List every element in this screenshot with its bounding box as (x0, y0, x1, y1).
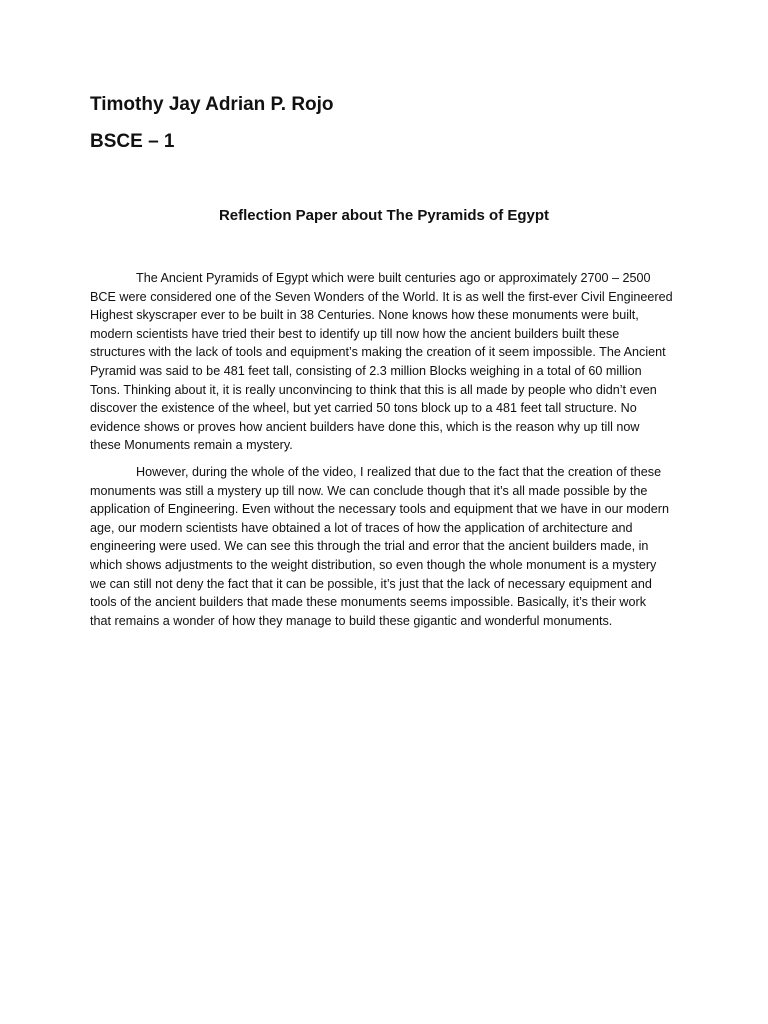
body-text (90, 269, 690, 630)
paragraph-line: which shows adjustments to the weight distribution, so even though the whole monument is a mystery (90, 557, 657, 572)
author-name: Timothy Jay Adrian P. Rojo (90, 94, 334, 115)
course-label: BSCE – 1 (90, 131, 175, 152)
paragraph-line: structures with the lack of tools and equipment’s making the creation of it seem impossible. The Ancient (90, 345, 666, 360)
paragraph-line: Highest skyscraper ever to be built in 38 Centuries. None knows how these monuments were built, (90, 308, 639, 323)
paragraph-line: modern scientists have tried their best to identify up till now how the ancient builders built these (90, 326, 620, 341)
paragraph-spacer (90, 455, 690, 463)
paragraph-line: engineering were used. We can see this through the trial and error that the ancient builders made, in (90, 539, 649, 554)
paragraph-line: BCE were considered one of the Seven Wonders of the World. It is as well the first-ever Civil Engineered (90, 289, 673, 304)
paragraph-line: these Monuments remain a mystery. (90, 438, 293, 453)
paragraph-2 (90, 463, 690, 630)
paragraph-line: The Ancient Pyramids of Egypt which were built centuries ago or approximately 2700 – 2500 (136, 271, 651, 285)
paragraph-line: tools of the ancient builders that made these monuments seems impossible. Basically, it’s their work (90, 595, 647, 610)
paragraph-line: However, during the whole of the video, I realized that due to the fact that the creation of these (136, 464, 662, 479)
paragraph-1 (90, 269, 690, 455)
paragraph-line: discover the existence of the wheel, but yet carried 50 tons block up to a 481 feet tall structure. No (90, 401, 637, 416)
paper-title: Reflection Paper about The Pyramids of Egypt (218, 207, 550, 224)
paragraph-line: that remains a wonder of how they manage to build these gigantic and wonderful monuments. (90, 613, 613, 628)
paragraph-line: monuments was still a mystery up till now. We can conclude though that it’s all made possible by the (90, 483, 648, 498)
paragraph-line: Tons. Thinking about it, it is really unconvincing to think that this is all made by people who didn’t even (90, 382, 657, 397)
paragraph-line: Pyramid was said to be 481 feet tall, consisting of 2.3 million Blocks weighing in a total of 60 million (90, 363, 642, 378)
paragraph-line: application of Engineering. Even without the necessary tools and equipment that we have in our modern (90, 502, 669, 517)
paragraph-line: we can still not deny the fact that it can be possible, it’s just that the lack of necessary equipment and (90, 576, 652, 591)
paragraph-line: evidence shows or proves how ancient builders have done this, which is the reason why up till now (90, 419, 640, 434)
paragraph-line: age, our modern scientists have obtained a lot of traces of how the application of architecture and (90, 520, 633, 535)
